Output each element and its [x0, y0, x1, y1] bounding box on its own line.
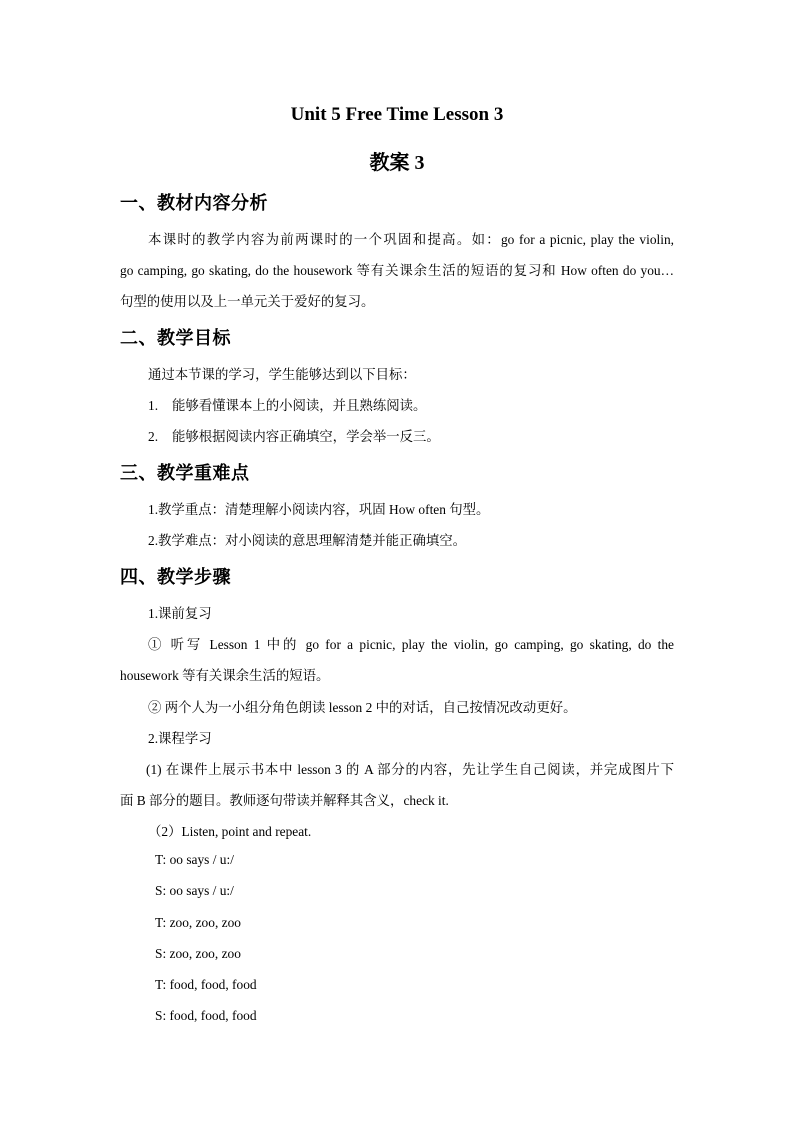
- step-review-heading: 1.课前复习: [148, 606, 212, 621]
- review-item-1-line-1: ① 听写 Lesson 1 中的 go for a picnic, play the violin, go camping, go skating, do the: [148, 637, 674, 652]
- dialog-line: S: food, food, food: [155, 1008, 257, 1023]
- objective-item: [148, 426, 440, 445]
- section-heading-objectives: 二、教学目标: [120, 328, 231, 348]
- dialog-line: T: zoo, zoo, zoo: [155, 915, 241, 930]
- objectives-intro: 通过本节课的学习，学生能够达到以下目标：: [148, 367, 416, 382]
- analysis-line-2: go camping, go skating, do the housework 等有关课余生活的短语的复习和 How often do you…: [120, 263, 674, 278]
- section-heading-content-analysis: 一、教材内容分析: [120, 193, 268, 213]
- learning-item-1-line-1: (1) 在课件上展示书本中 lesson 3 的 A 部分的内容，先让学生自己阅读，并完成图片下: [146, 762, 674, 777]
- review-item-1-line-2: housework 等有关课余生活的短语。: [120, 668, 330, 683]
- section-heading-key-points: 三、教学重难点: [120, 463, 250, 483]
- dialog-line: T: oo says / u:/: [155, 852, 234, 867]
- analysis-line-3: 句型的使用以及上一单元关于爱好的复习。: [120, 294, 375, 309]
- dialog-line: S: oo says / u:/: [155, 883, 234, 898]
- objective-number: 2.: [148, 429, 159, 444]
- difficult-point: 2.教学难点：对小阅读的意思理解清楚并能正确填空。: [148, 533, 467, 548]
- document-subtitle: 教案 3: [369, 152, 425, 174]
- section-heading-procedure: 四、教学步骤: [120, 567, 231, 587]
- objective-number: 1.: [148, 398, 159, 413]
- objective-item: [148, 395, 426, 414]
- document-title: Unit 5 Free Time Lesson 3: [290, 104, 504, 125]
- learning-item-1-line-2: 面 B 部分的题目。教师逐句带读并解释其含义，check it.: [120, 793, 449, 808]
- learning-item-2: （2）Listen, point and repeat.: [148, 824, 312, 839]
- analysis-line-1: 本课时的教学内容为前两课时的一个巩固和提高。如：go for a picnic, play the violin,: [148, 232, 674, 247]
- objective-text: 能够根据阅读内容正确填空，学会举一反三。: [172, 429, 440, 444]
- step-learning-heading: 2.课程学习: [148, 731, 212, 746]
- dialog-line: T: food, food, food: [155, 977, 257, 992]
- objective-text: 能够看懂课本上的小阅读，并且熟练阅读。: [172, 398, 427, 413]
- review-item-2: ② 两个人为一小组分角色朗读 lesson 2 中的对话，自己按情况改动更好。: [148, 700, 577, 715]
- key-point: 1.教学重点：清楚理解小阅读内容，巩固 How often 句型。: [148, 502, 490, 517]
- dialog-line: S: zoo, zoo, zoo: [155, 946, 241, 961]
